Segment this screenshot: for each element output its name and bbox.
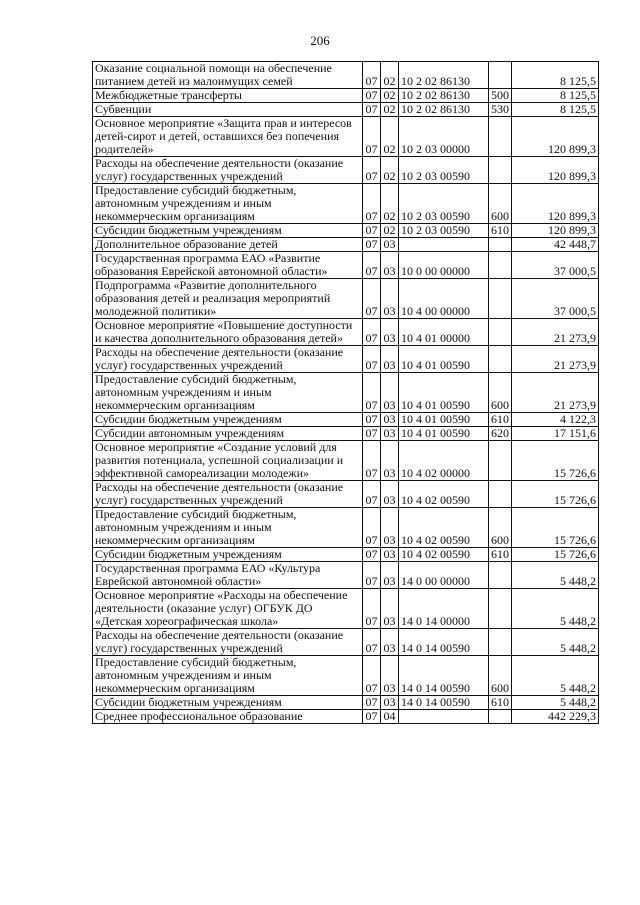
section-code-cell: 07 bbox=[363, 629, 381, 656]
expense-type-cell bbox=[489, 319, 512, 346]
amount-cell: 21 273,9 bbox=[512, 346, 599, 373]
item-name-cell: Расходы на обеспечение деятельности (оказание услуг) государственных учреждений bbox=[93, 629, 363, 656]
table-row bbox=[93, 224, 599, 238]
subsection-code-cell: 03 bbox=[381, 562, 399, 589]
amount-cell: 15 726,6 bbox=[512, 441, 599, 481]
section-code-cell: 07 bbox=[363, 62, 381, 89]
item-name-cell: Дополнительное образование детей bbox=[93, 238, 363, 252]
item-name-cell: Субсидии бюджетным учреждениям bbox=[93, 413, 363, 427]
amount-cell: 15 726,6 bbox=[512, 481, 599, 508]
target-article-cell bbox=[399, 238, 489, 252]
item-name-cell: Предоставление субсидий бюджетным, автономным учреждениям и иным некоммерческим организациям bbox=[93, 656, 363, 696]
item-name-cell: Межбюджетные трансферты bbox=[93, 89, 363, 103]
table-row bbox=[93, 89, 599, 103]
amount-cell: 5 448,2 bbox=[512, 629, 599, 656]
item-name-cell: Субвенции bbox=[93, 103, 363, 117]
table-row bbox=[93, 413, 599, 427]
subsection-code-cell: 03 bbox=[381, 413, 399, 427]
table-row bbox=[93, 427, 599, 441]
target-article-cell: 10 2 03 00590 bbox=[399, 184, 489, 224]
amount-cell: 37 000,5 bbox=[512, 279, 599, 319]
expense-type-cell: 610 bbox=[489, 224, 512, 238]
budget-table bbox=[92, 61, 599, 724]
subsection-code-cell: 03 bbox=[381, 656, 399, 696]
amount-cell: 37 000,5 bbox=[512, 252, 599, 279]
item-name-cell: Основное мероприятие «Создание условий для развития потенциала, успешной социализации и эффективной самореализации молодежи» bbox=[93, 441, 363, 481]
item-name-cell: Основное мероприятие «Повышение доступности и качества дополнительного образования детей» bbox=[93, 319, 363, 346]
expense-type-cell bbox=[489, 238, 512, 252]
target-article-cell: 10 4 02 00590 bbox=[399, 481, 489, 508]
subsection-code-cell: 02 bbox=[381, 89, 399, 103]
target-article-cell: 14 0 14 00590 bbox=[399, 629, 489, 656]
section-code-cell: 07 bbox=[363, 427, 381, 441]
target-article-cell: 14 0 00 00000 bbox=[399, 562, 489, 589]
subsection-code-cell: 02 bbox=[381, 62, 399, 89]
amount-cell: 21 273,9 bbox=[512, 319, 599, 346]
target-article-cell: 14 0 14 00590 bbox=[399, 656, 489, 696]
subsection-code-cell: 02 bbox=[381, 224, 399, 238]
table-row bbox=[93, 710, 599, 724]
section-code-cell: 07 bbox=[363, 441, 381, 481]
table-row bbox=[93, 103, 599, 117]
amount-cell: 5 448,2 bbox=[512, 656, 599, 696]
item-name-cell: Предоставление субсидий бюджетным, автономным учреждениям и иным некоммерческим организациям bbox=[93, 373, 363, 413]
subsection-code-cell: 03 bbox=[381, 427, 399, 441]
budget-table-body bbox=[93, 62, 599, 724]
item-name-cell: Среднее профессиональное образование bbox=[93, 710, 363, 724]
item-name-cell: Расходы на обеспечение деятельности (оказание услуг) государственных учреждений bbox=[93, 481, 363, 508]
expense-type-cell bbox=[489, 346, 512, 373]
subsection-code-cell: 03 bbox=[381, 346, 399, 373]
table-row bbox=[93, 252, 599, 279]
target-article-cell: 10 4 02 00590 bbox=[399, 548, 489, 562]
section-code-cell: 07 bbox=[363, 157, 381, 184]
target-article-cell: 10 4 01 00590 bbox=[399, 373, 489, 413]
target-article-cell: 10 4 02 00000 bbox=[399, 441, 489, 481]
target-article-cell: 10 2 03 00000 bbox=[399, 117, 489, 157]
expense-type-cell bbox=[489, 279, 512, 319]
section-code-cell: 07 bbox=[363, 238, 381, 252]
amount-cell: 21 273,9 bbox=[512, 373, 599, 413]
target-article-cell: 10 4 02 00590 bbox=[399, 508, 489, 548]
subsection-code-cell: 03 bbox=[381, 373, 399, 413]
table-row bbox=[93, 117, 599, 157]
target-article-cell: 10 4 01 00590 bbox=[399, 413, 489, 427]
table-row bbox=[93, 238, 599, 252]
expense-type-cell: 610 bbox=[489, 548, 512, 562]
subsection-code-cell: 03 bbox=[381, 238, 399, 252]
subsection-code-cell: 03 bbox=[381, 252, 399, 279]
section-code-cell: 07 bbox=[363, 346, 381, 373]
target-article-cell: 10 4 01 00000 bbox=[399, 319, 489, 346]
subsection-code-cell: 03 bbox=[381, 279, 399, 319]
expense-type-cell bbox=[489, 562, 512, 589]
item-name-cell: Предоставление субсидий бюджетным, автономным учреждениям и иным некоммерческим организациям bbox=[93, 184, 363, 224]
expense-type-cell: 610 bbox=[489, 696, 512, 710]
subsection-code-cell: 03 bbox=[381, 508, 399, 548]
section-code-cell: 07 bbox=[363, 279, 381, 319]
item-name-cell: Подпрограмма «Развитие дополнительного образования детей и реализация мероприятий молодежной политики» bbox=[93, 279, 363, 319]
expense-type-cell bbox=[489, 710, 512, 724]
section-code-cell: 07 bbox=[363, 508, 381, 548]
expense-type-cell bbox=[489, 441, 512, 481]
table-row bbox=[93, 548, 599, 562]
item-name-cell: Основное мероприятие «Расходы на обеспечение деятельности (оказание услуг) ОГБУК ДО «Детская хореографическая школа» bbox=[93, 589, 363, 629]
expense-type-cell bbox=[489, 629, 512, 656]
section-code-cell: 07 bbox=[363, 224, 381, 238]
target-article-cell: 14 0 14 00590 bbox=[399, 696, 489, 710]
item-name-cell: Оказание социальной помощи на обеспечение питанием детей из малоимущих семей bbox=[93, 62, 363, 89]
expense-type-cell: 600 bbox=[489, 656, 512, 696]
item-name-cell: Субсидии бюджетным учреждениям bbox=[93, 696, 363, 710]
amount-cell: 120 899,3 bbox=[512, 157, 599, 184]
subsection-code-cell: 02 bbox=[381, 103, 399, 117]
expense-type-cell bbox=[489, 117, 512, 157]
table-row bbox=[93, 656, 599, 696]
table-row bbox=[93, 508, 599, 548]
section-code-cell: 07 bbox=[363, 103, 381, 117]
expense-type-cell bbox=[489, 157, 512, 184]
section-code-cell: 07 bbox=[363, 252, 381, 279]
table-row bbox=[93, 629, 599, 656]
section-code-cell: 07 bbox=[363, 184, 381, 224]
table-row bbox=[93, 696, 599, 710]
section-code-cell: 07 bbox=[363, 89, 381, 103]
expense-type-cell bbox=[489, 589, 512, 629]
target-article-cell: 10 2 02 86130 bbox=[399, 62, 489, 89]
expense-type-cell: 500 bbox=[489, 89, 512, 103]
item-name-cell: Субсидии бюджетным учреждениям bbox=[93, 224, 363, 238]
amount-cell: 5 448,2 bbox=[512, 589, 599, 629]
target-article-cell: 10 2 02 86130 bbox=[399, 103, 489, 117]
target-article-cell: 14 0 14 00000 bbox=[399, 589, 489, 629]
section-code-cell: 07 bbox=[363, 413, 381, 427]
expense-type-cell bbox=[489, 62, 512, 89]
amount-cell: 8 125,5 bbox=[512, 62, 599, 89]
expense-type-cell: 600 bbox=[489, 184, 512, 224]
subsection-code-cell: 03 bbox=[381, 319, 399, 346]
section-code-cell: 07 bbox=[363, 481, 381, 508]
expense-type-cell: 600 bbox=[489, 373, 512, 413]
amount-cell: 17 151,6 bbox=[512, 427, 599, 441]
target-article-cell: 10 4 01 00590 bbox=[399, 346, 489, 373]
subsection-code-cell: 03 bbox=[381, 481, 399, 508]
amount-cell: 8 125,5 bbox=[512, 103, 599, 117]
subsection-code-cell: 03 bbox=[381, 629, 399, 656]
expense-type-cell: 530 bbox=[489, 103, 512, 117]
section-code-cell: 07 bbox=[363, 710, 381, 724]
section-code-cell: 07 bbox=[363, 117, 381, 157]
table-row bbox=[93, 319, 599, 346]
item-name-cell: Предоставление субсидий бюджетным, автономным учреждениям и иным некоммерческим организациям bbox=[93, 508, 363, 548]
target-article-cell: 10 2 03 00590 bbox=[399, 224, 489, 238]
target-article-cell: 10 0 00 00000 bbox=[399, 252, 489, 279]
target-article-cell: 10 4 00 00000 bbox=[399, 279, 489, 319]
page-number: 206 bbox=[310, 33, 330, 48]
amount-cell: 4 122,3 bbox=[512, 413, 599, 427]
expense-type-cell: 600 bbox=[489, 508, 512, 548]
section-code-cell: 07 bbox=[363, 696, 381, 710]
target-article-cell bbox=[399, 710, 489, 724]
section-code-cell: 07 bbox=[363, 319, 381, 346]
amount-cell: 5 448,2 bbox=[512, 696, 599, 710]
subsection-code-cell: 02 bbox=[381, 117, 399, 157]
amount-cell: 42 448,7 bbox=[512, 238, 599, 252]
section-code-cell: 07 bbox=[363, 656, 381, 696]
amount-cell: 15 726,6 bbox=[512, 548, 599, 562]
subsection-code-cell: 03 bbox=[381, 441, 399, 481]
subsection-code-cell: 02 bbox=[381, 184, 399, 224]
table-row bbox=[93, 373, 599, 413]
expense-type-cell bbox=[489, 481, 512, 508]
amount-cell: 8 125,5 bbox=[512, 89, 599, 103]
target-article-cell: 10 2 02 86130 bbox=[399, 89, 489, 103]
amount-cell: 120 899,3 bbox=[512, 117, 599, 157]
item-name-cell: Расходы на обеспечение деятельности (оказание услуг) государственных учреждений bbox=[93, 157, 363, 184]
item-name-cell: Основное мероприятие «Защита прав и интересов детей-сирот и детей, оставшихся без попечения родителей» bbox=[93, 117, 363, 157]
section-code-cell: 07 bbox=[363, 373, 381, 413]
target-article-cell: 10 4 01 00590 bbox=[399, 427, 489, 441]
section-code-cell: 07 bbox=[363, 589, 381, 629]
expense-type-cell bbox=[489, 252, 512, 279]
item-name-cell: Государственная программа ЕАО «Развитие образования Еврейской автономной области» bbox=[93, 252, 363, 279]
table-row bbox=[93, 441, 599, 481]
subsection-code-cell: 03 bbox=[381, 548, 399, 562]
amount-cell: 5 448,2 bbox=[512, 562, 599, 589]
amount-cell: 442 229,3 bbox=[512, 710, 599, 724]
table-row bbox=[93, 184, 599, 224]
item-name-cell: Расходы на обеспечение деятельности (оказание услуг) государственных учреждений bbox=[93, 346, 363, 373]
table-row bbox=[93, 279, 599, 319]
item-name-cell: Субсидии автономным учреждениям bbox=[93, 427, 363, 441]
amount-cell: 15 726,6 bbox=[512, 508, 599, 548]
amount-cell: 120 899,3 bbox=[512, 184, 599, 224]
section-code-cell: 07 bbox=[363, 562, 381, 589]
table-row bbox=[93, 346, 599, 373]
table-row bbox=[93, 589, 599, 629]
item-name-cell: Государственная программа ЕАО «Культура Еврейской автономной области» bbox=[93, 562, 363, 589]
expense-type-cell: 620 bbox=[489, 427, 512, 441]
target-article-cell: 10 2 03 00590 bbox=[399, 157, 489, 184]
section-code-cell: 07 bbox=[363, 548, 381, 562]
table-row bbox=[93, 562, 599, 589]
table-row bbox=[93, 62, 599, 89]
subsection-code-cell: 04 bbox=[381, 710, 399, 724]
subsection-code-cell: 02 bbox=[381, 157, 399, 184]
table-row bbox=[93, 481, 599, 508]
item-name-cell: Субсидии бюджетным учреждениям bbox=[93, 548, 363, 562]
subsection-code-cell: 03 bbox=[381, 589, 399, 629]
amount-cell: 120 899,3 bbox=[512, 224, 599, 238]
table-row bbox=[93, 157, 599, 184]
subsection-code-cell: 03 bbox=[381, 696, 399, 710]
expense-type-cell: 610 bbox=[489, 413, 512, 427]
